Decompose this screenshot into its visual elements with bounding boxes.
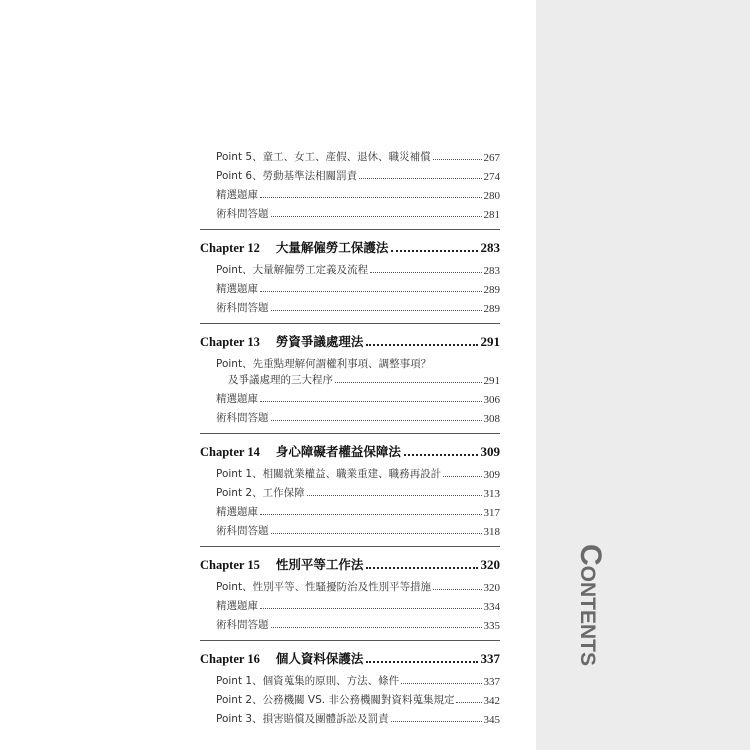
entry-label: 術科問答題 [216, 302, 269, 314]
dot-leader [271, 216, 482, 217]
page-number: 337 [483, 676, 500, 688]
chapter-heading[interactable] [200, 436, 500, 460]
dot-leader [366, 344, 477, 346]
chapter-heading[interactable] [200, 643, 500, 667]
dot-leader [401, 683, 481, 684]
toc-entry[interactable] [200, 707, 500, 726]
toc-entry[interactable] [200, 406, 500, 425]
entry-label: Point 1、相關就業權益、職業重建、職務再設計 [216, 468, 442, 480]
entry-label: 術科問答題 [216, 619, 269, 631]
dot-leader [260, 197, 482, 198]
page-number: 317 [483, 507, 500, 519]
page-number: 318 [483, 526, 500, 538]
page-number: 335 [483, 620, 500, 632]
chapter-heading[interactable] [200, 549, 500, 573]
page-number: 309 [480, 444, 500, 459]
toc-entry[interactable] [200, 688, 500, 707]
toc-entry[interactable] [200, 258, 500, 277]
chapter-heading[interactable] [200, 232, 500, 256]
toc-entry[interactable] [200, 575, 500, 594]
page-number: 281 [483, 209, 500, 221]
entry-label: Point 1、個資蒐集的原則、方法、條件 [216, 675, 400, 687]
page-number: 289 [483, 303, 500, 315]
entry-label: 精選題庫 [216, 189, 258, 201]
dot-leader [370, 272, 481, 273]
page-number: 345 [483, 714, 500, 726]
page-number: 289 [483, 284, 500, 296]
toc-entry[interactable] [200, 164, 500, 183]
chapter-title: 勞資爭議處理法 [275, 334, 364, 349]
toc-entry[interactable] [200, 613, 500, 632]
toc-entry[interactable] [200, 183, 500, 202]
dot-leader [404, 454, 478, 456]
toc-entry[interactable] [200, 500, 500, 519]
chapter-divider [200, 425, 500, 434]
page-number: 334 [483, 601, 500, 613]
page-number: 283 [483, 265, 500, 277]
page-number: 267 [483, 152, 500, 164]
chapter-number: Chapter 15 [200, 558, 260, 572]
dot-leader [391, 250, 477, 252]
chapter-divider [200, 632, 500, 641]
dot-leader [260, 291, 482, 292]
chapter-number: Chapter 16 [200, 652, 260, 666]
dot-leader [443, 476, 481, 477]
page-number: 291 [480, 334, 500, 349]
entry-label: 精選題庫 [216, 506, 258, 518]
page-number: 320 [483, 582, 500, 594]
chapter-title: 大量解僱勞工保護法 [275, 240, 389, 255]
entry-label: Point 2、工作保障 [216, 487, 305, 499]
page-number: 274 [483, 171, 500, 183]
dot-leader [271, 310, 482, 311]
table-of-contents [200, 145, 500, 726]
toc-entry[interactable] [200, 462, 500, 481]
dot-leader [433, 159, 482, 160]
toc-entry[interactable] [200, 145, 500, 164]
page-number: 308 [483, 413, 500, 425]
entry-label: 精選題庫 [216, 600, 258, 612]
toc-entry[interactable] [200, 481, 500, 500]
dot-leader [307, 495, 482, 496]
chapter-heading[interactable] [200, 326, 500, 350]
dot-leader [456, 702, 481, 703]
dot-leader [359, 178, 481, 179]
page-number: 309 [483, 469, 500, 481]
entry-label: Point、大量解僱勞工定義及流程 [216, 264, 369, 276]
dot-leader [366, 567, 477, 569]
chapter-title: 性別平等工作法 [275, 557, 364, 572]
chapter-number: Chapter 12 [200, 241, 260, 255]
dot-leader [260, 514, 482, 515]
entry-label: Point 5、童工、女工、產假、退休、職災補償 [216, 151, 431, 163]
page-number: 280 [483, 190, 500, 202]
entry-label: Point、性別平等、性騷擾防治及性別平等措施 [216, 581, 432, 593]
dot-leader [391, 721, 482, 722]
toc-entry[interactable] [200, 387, 500, 406]
dot-leader [335, 382, 482, 383]
entry-label: 術科問答題 [216, 412, 269, 424]
chapter-divider [200, 315, 500, 324]
contents-vertical-label [568, 520, 612, 690]
entry-label: Point 6、勞動基準法相關罰責 [216, 170, 358, 182]
entry-label: Point 2、公務機關 VS. 非公務機關對資料蒐集規定 [216, 694, 455, 706]
page-number: 313 [483, 488, 500, 500]
chapter-title: 身心障礙者權益保障法 [275, 444, 401, 459]
chapter-number: Chapter 14 [200, 445, 260, 459]
page-number: 337 [480, 651, 500, 666]
dot-leader [260, 401, 482, 402]
toc-entry[interactable] [200, 352, 500, 371]
toc-entry[interactable] [200, 202, 500, 221]
page-number: 320 [480, 557, 500, 572]
entry-label: Point 3、損害賠償及團體訴訟及罰責 [216, 713, 389, 725]
dot-leader [260, 608, 482, 609]
entry-label: 術科問答題 [216, 208, 269, 220]
toc-entry[interactable] [200, 296, 500, 315]
chapter-title: 個人資料保護法 [275, 651, 364, 666]
toc-entry[interactable] [200, 519, 500, 538]
entry-label: 及爭議處理的三大程序 [228, 374, 333, 386]
toc-entry-continuation[interactable] [200, 371, 500, 387]
toc-entry[interactable] [200, 594, 500, 613]
chapter-number: Chapter 13 [200, 335, 260, 349]
chapter-divider [200, 538, 500, 547]
page-number: 291 [483, 375, 500, 387]
dot-leader [433, 589, 481, 590]
toc-entry[interactable] [200, 669, 500, 688]
page-number: 283 [480, 240, 500, 255]
page-number: 306 [483, 394, 500, 406]
entry-label: 術科問答題 [216, 525, 269, 537]
entry-label: 精選題庫 [216, 283, 258, 295]
dot-leader [271, 533, 482, 534]
entry-label: 精選題庫 [216, 393, 258, 405]
entry-label: Point、先重點理解何謂權利事項、調整事項？ [216, 358, 432, 370]
dot-leader [366, 661, 477, 663]
page-number: 342 [483, 695, 500, 707]
contents-label-text: Contents [574, 544, 607, 666]
toc-entry[interactable] [200, 277, 500, 296]
dot-leader [271, 420, 482, 421]
dot-leader [271, 627, 482, 628]
chapter-divider [200, 221, 500, 230]
